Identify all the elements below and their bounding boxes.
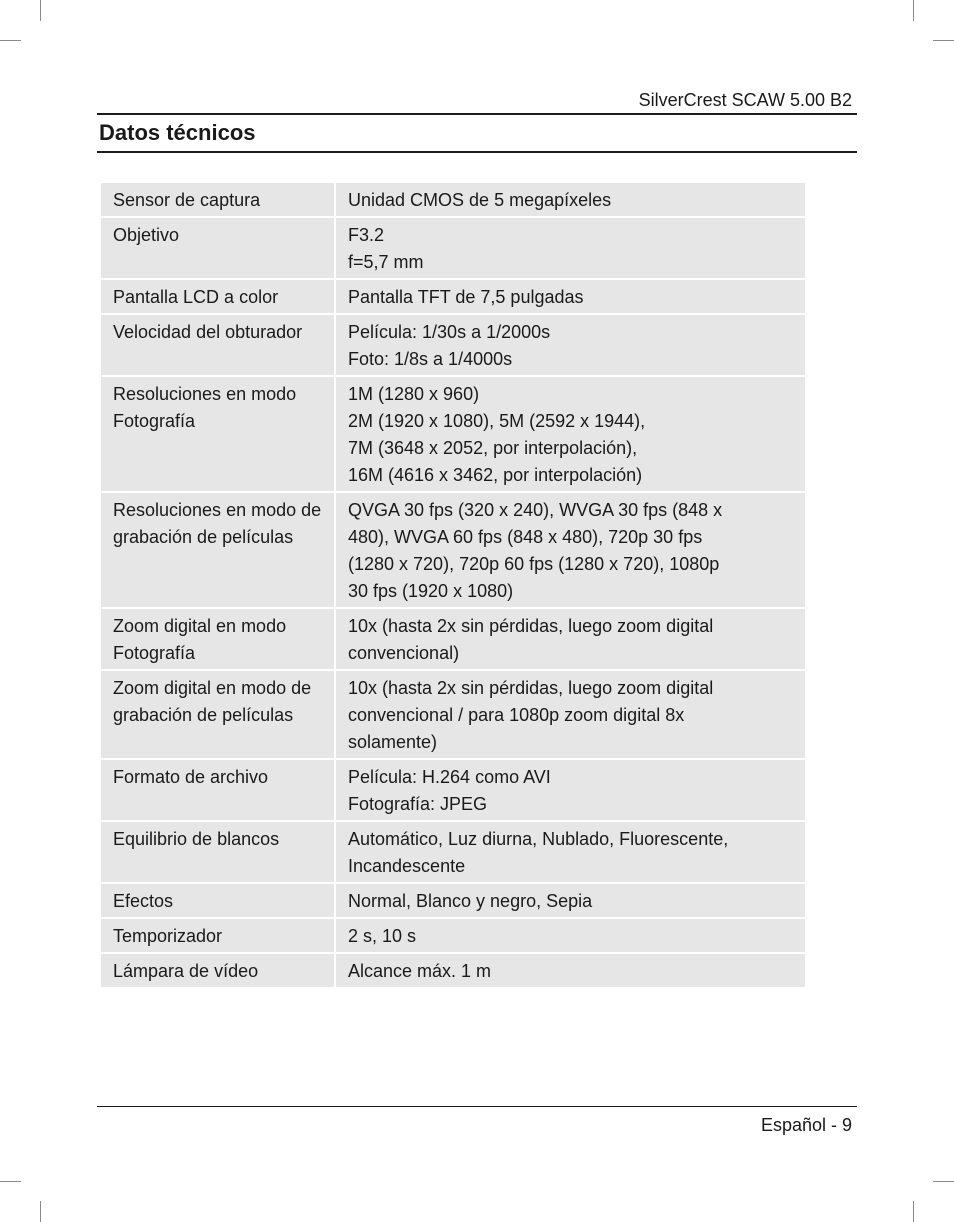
spec-value-line: f=5,7 mm xyxy=(348,252,424,272)
spec-value-line: Incandescente xyxy=(348,856,466,876)
table-row xyxy=(101,822,805,882)
spec-value xyxy=(336,822,805,882)
table-row xyxy=(101,884,805,917)
section-title: Datos técnicos xyxy=(99,120,256,145)
spec-label xyxy=(101,671,334,758)
spec-label xyxy=(101,884,334,917)
spec-value-line: F3.2 xyxy=(348,225,385,245)
table-row xyxy=(101,377,805,491)
spec-table-body xyxy=(101,183,805,987)
table-row xyxy=(101,671,805,758)
page-number: Español - 9 xyxy=(760,1115,852,1135)
spec-value xyxy=(336,760,805,820)
spec-value-line: 30 fps (1920 x 1080) xyxy=(348,581,514,601)
spec-value xyxy=(336,919,805,952)
spec-value-line: 10x (hasta 2x sin pérdidas, luego zoom digital xyxy=(348,616,714,636)
crop-mark-bottom-left-h xyxy=(0,1181,21,1182)
table-row xyxy=(101,183,805,216)
spec-label xyxy=(101,760,334,820)
crop-mark-top-right xyxy=(913,0,914,21)
spec-label xyxy=(101,280,334,313)
crop-mark-bottom-left xyxy=(40,1201,41,1222)
spec-value-line: 480), WVGA 60 fps (848 x 480), 720p 30 fps xyxy=(348,527,703,547)
crop-mark-bottom-right-h xyxy=(933,1181,954,1182)
spec-label xyxy=(101,377,334,491)
table-row xyxy=(101,493,805,607)
spec-label xyxy=(101,218,334,278)
spec-label-line: grabación de películas xyxy=(113,705,294,725)
spec-value-line: Automático, Luz diurna, Nublado, Fluorescente, xyxy=(348,829,729,849)
spec-value xyxy=(336,493,805,607)
table-row xyxy=(101,609,805,669)
spec-value-line: convencional) xyxy=(348,643,460,663)
spec-label-line: Efectos xyxy=(113,891,174,911)
spec-value-line: (1280 x 720), 720p 60 fps (1280 x 720), 1080p xyxy=(348,554,720,574)
spec-value xyxy=(336,218,805,278)
table-row xyxy=(101,218,805,278)
spec-value-line: Película: 1/30s a 1/2000s xyxy=(348,322,551,342)
spec-label-line: Equilibrio de blancos xyxy=(113,829,280,849)
spec-value-line: Película: H.264 como AVI xyxy=(348,767,551,787)
spec-label-line: grabación de películas xyxy=(113,527,294,547)
spec-value-line: 1M (1280 x 960) xyxy=(348,384,480,404)
spec-value-line: 16M (4616 x 3462, por interpolación) xyxy=(348,465,643,485)
spec-label xyxy=(101,493,334,607)
crop-mark-top-left xyxy=(40,0,41,21)
footer-rule xyxy=(97,1106,857,1107)
spec-value xyxy=(336,884,805,917)
spec-label-line: Fotografía xyxy=(113,643,196,663)
table-row xyxy=(101,760,805,820)
spec-label xyxy=(101,954,334,987)
spec-value xyxy=(336,183,805,216)
spec-label xyxy=(101,919,334,952)
header-rule xyxy=(97,113,857,115)
spec-value-line: 10x (hasta 2x sin pérdidas, luego zoom digital xyxy=(348,678,714,698)
spec-label-line: Lámpara de vídeo xyxy=(113,961,259,981)
header-product-name: SilverCrest SCAW 5.00 B2 xyxy=(638,90,852,110)
spec-label xyxy=(101,822,334,882)
spec-value-line: Unidad CMOS de 5 megapíxeles xyxy=(348,190,612,210)
spec-value xyxy=(336,671,805,758)
spec-value-line: 7M (3648 x 2052, por interpolación), xyxy=(348,438,638,458)
spec-label-line: Sensor de captura xyxy=(113,190,261,210)
spec-label xyxy=(101,183,334,216)
spec-value-line: 2 s, 10 s xyxy=(348,926,417,946)
spec-label-line: Zoom digital en modo xyxy=(113,616,287,636)
spec-label-line: Formato de archivo xyxy=(113,767,269,787)
spec-value-line: convencional / para 1080p zoom digital 8x xyxy=(348,705,685,725)
spec-value xyxy=(336,315,805,375)
spec-value-line: Normal, Blanco y negro, Sepia xyxy=(348,891,593,911)
spec-value-line: 2M (1920 x 1080), 5M (2592 x 1944), xyxy=(348,411,646,431)
spec-label-line: Objetivo xyxy=(113,225,180,245)
spec-value-line: Pantalla TFT de 7,5 pulgadas xyxy=(348,287,584,307)
table-row xyxy=(101,919,805,952)
spec-label xyxy=(101,315,334,375)
spec-label-line: Zoom digital en modo de xyxy=(113,678,312,698)
spec-label-line: Resoluciones en modo xyxy=(113,384,297,404)
spec-value-line: QVGA 30 fps (320 x 240), WVGA 30 fps (848 x xyxy=(348,500,723,520)
spec-label-line: Velocidad del obturador xyxy=(113,322,303,342)
spec-value-line: Fotografía: JPEG xyxy=(348,794,488,814)
spec-label-line: Fotografía xyxy=(113,411,196,431)
spec-value xyxy=(336,609,805,669)
spec-value xyxy=(336,954,805,987)
section-rule xyxy=(97,151,857,153)
crop-mark-top-right-h xyxy=(933,40,954,41)
spec-value-line: solamente) xyxy=(348,732,438,752)
crop-mark-top-left-h xyxy=(0,40,21,41)
spec-label-line: Resoluciones en modo de xyxy=(113,500,322,520)
spec-value-line: Alcance máx. 1 m xyxy=(348,961,492,981)
spec-value xyxy=(336,377,805,491)
spec-value-line: Foto: 1/8s a 1/4000s xyxy=(348,349,513,369)
spec-label-line: Pantalla LCD a color xyxy=(113,287,279,307)
table-row xyxy=(101,315,805,375)
spec-label xyxy=(101,609,334,669)
crop-mark-bottom-right xyxy=(913,1201,914,1222)
table-row xyxy=(101,280,805,313)
spec-label-line: Temporizador xyxy=(113,926,223,946)
spec-value xyxy=(336,280,805,313)
table-row xyxy=(101,954,805,987)
spec-table xyxy=(99,181,807,989)
